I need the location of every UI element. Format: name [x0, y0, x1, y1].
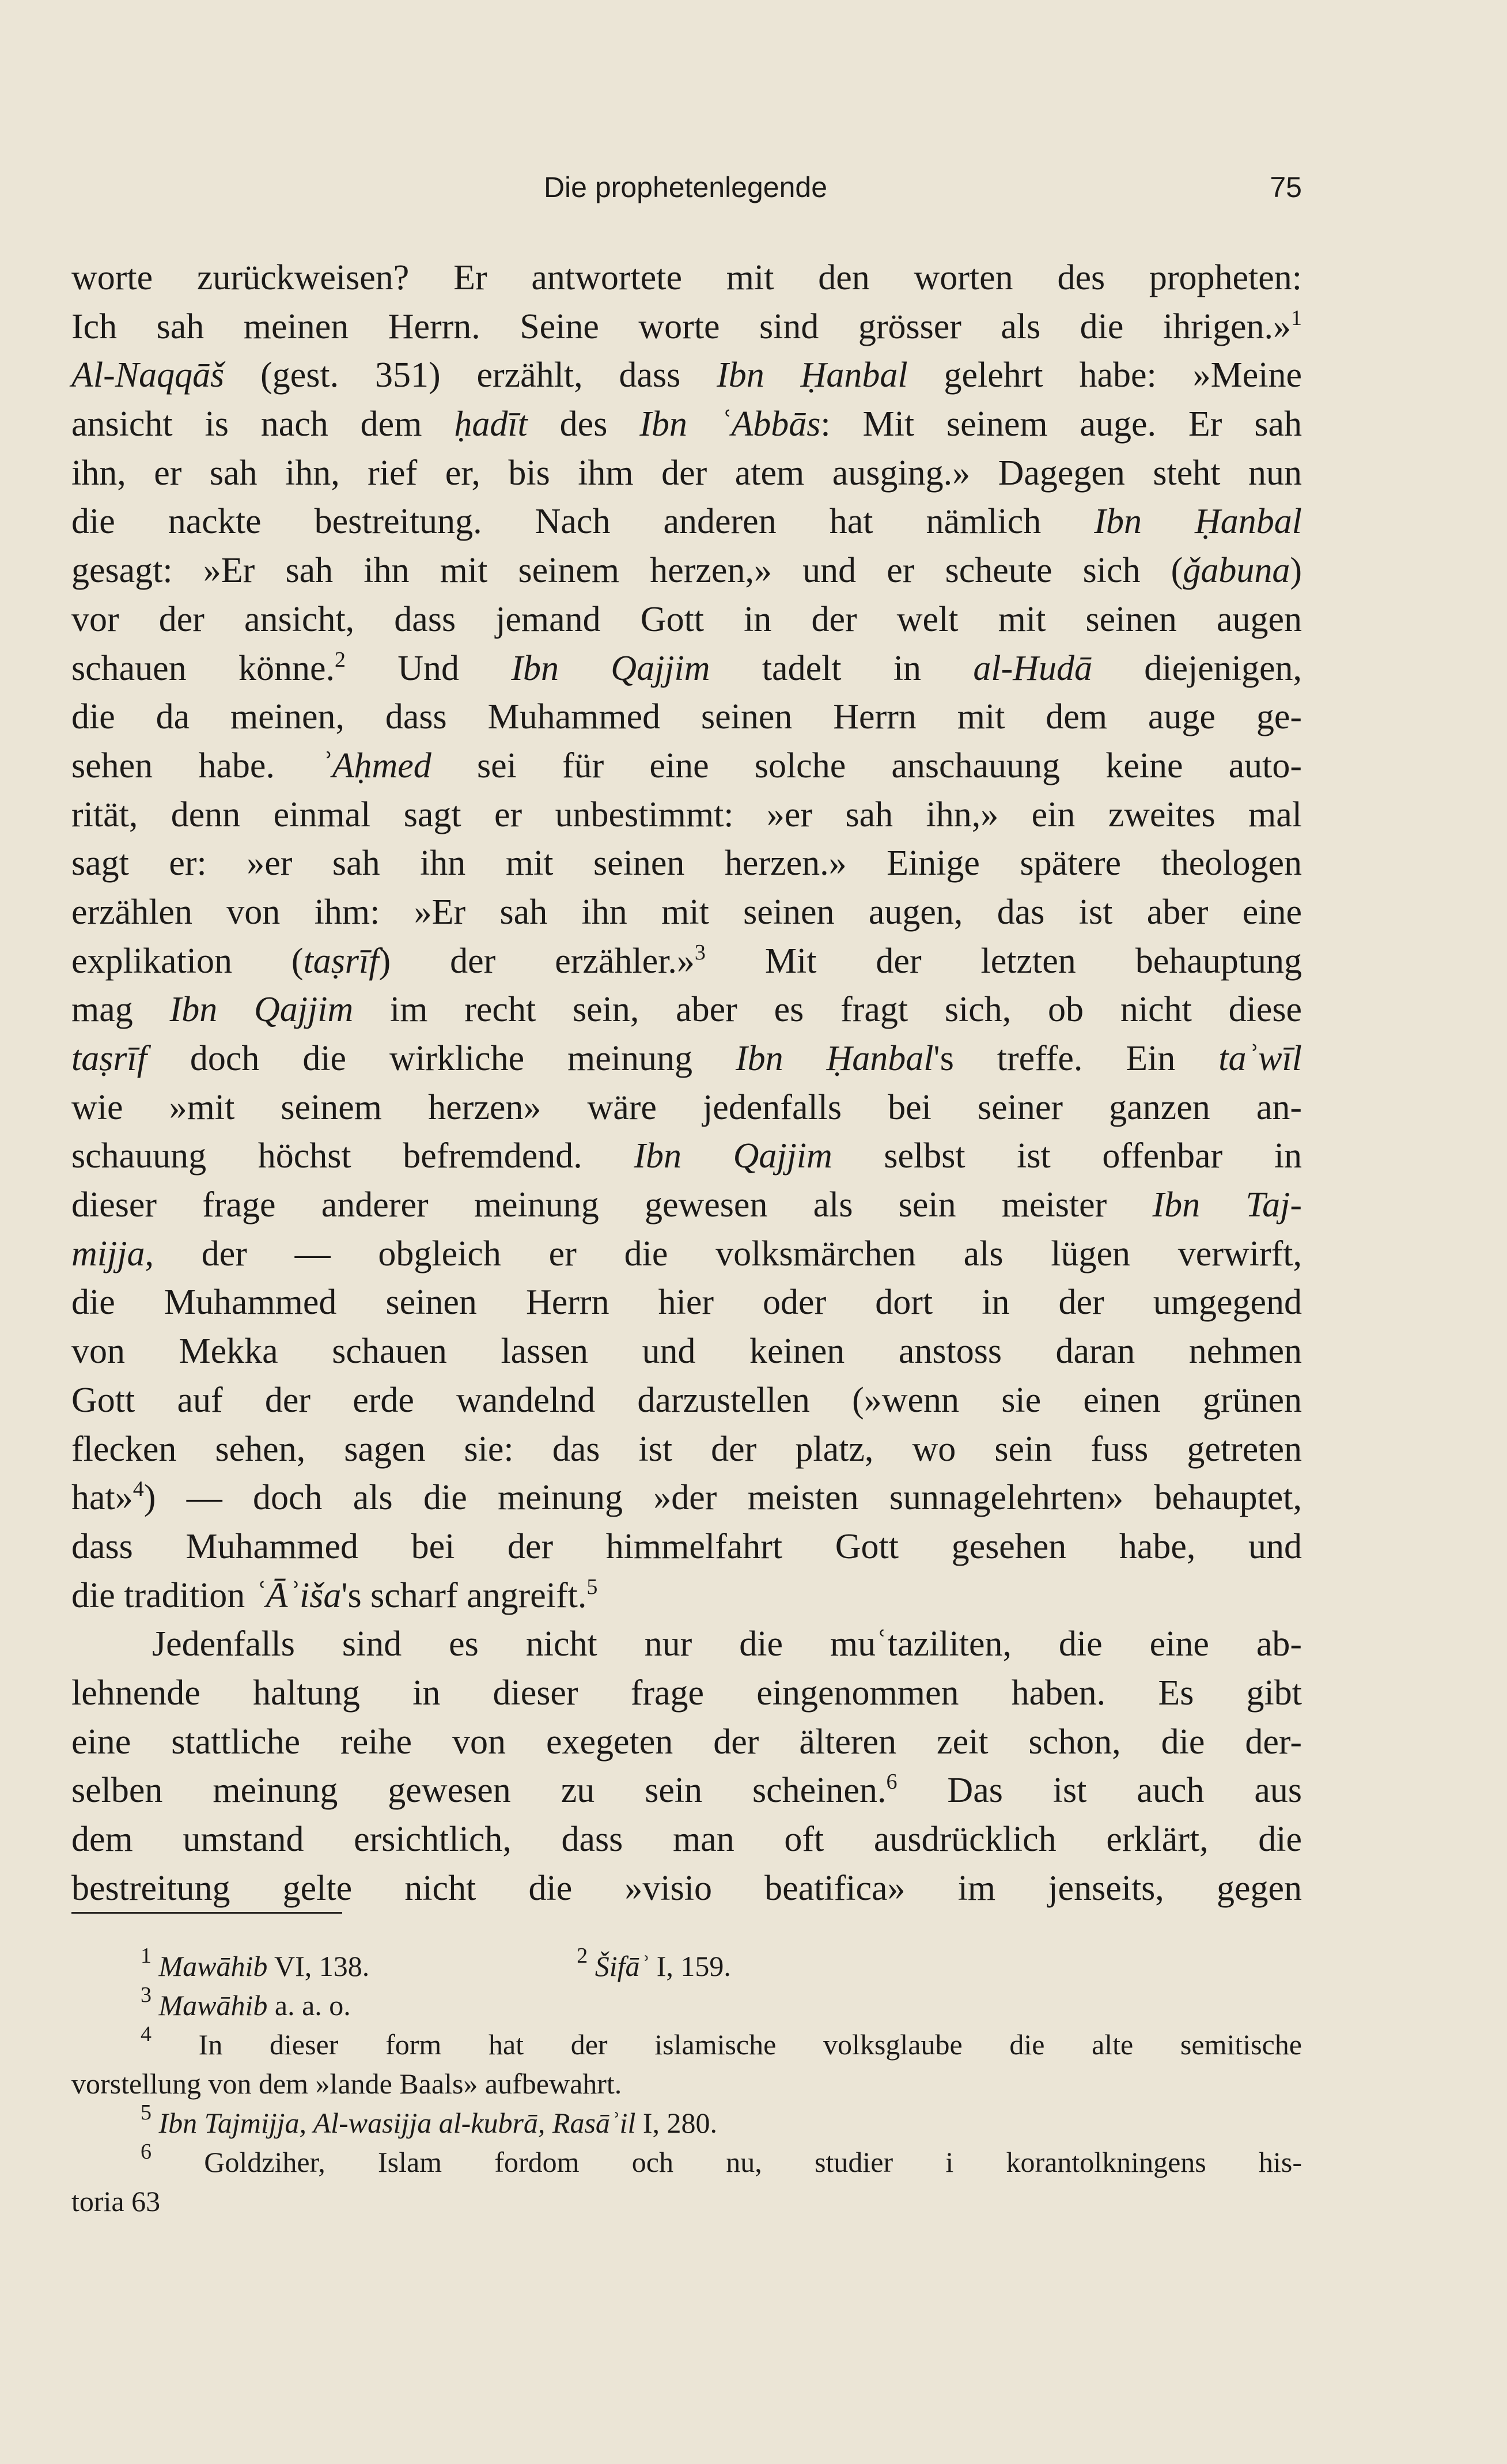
text-line: eine stattliche reihe von exegeten der älteren zeit schon, die der-	[71, 1722, 1302, 1762]
text-line: sagt er: »er sah ihn mit seinen herzen.» Einige spätere theologen	[71, 844, 1302, 883]
footnote-ref: 1	[1291, 305, 1302, 330]
text-line: bestreitung gelte nicht die »visio beatifica» im jenseits, gegen	[71, 1868, 1302, 1908]
author-name: Ibn Ḥanbal	[1094, 502, 1302, 542]
text-line: dass Muhammed bei der himmelfahrt Gott gesehen habe, und	[71, 1526, 1302, 1566]
author-name: Ibn Qajjim	[169, 990, 354, 1030]
author-name: Ibn ʿAbbās	[639, 405, 821, 444]
book-title: al-Hudā	[973, 648, 1092, 688]
author-name: Ibn Ḥanbal	[735, 1039, 934, 1078]
text-line: explikation (taṣrīf) der erzähler.»$^3$ Mit der letzten behauptung	[71, 940, 1302, 981]
page-number: 75	[1270, 171, 1302, 203]
footnote-ref: 6	[886, 1770, 898, 1794]
text-line: die Muhammed seinen Herrn hier oder dort in der umgegend	[71, 1283, 1302, 1322]
footnote-line: vorstellung von dem »lande Baals» aufbewahrt.	[71, 2068, 622, 2100]
footnote-mark: 2	[577, 1944, 588, 1968]
text-line: sehen habe. ʾAḥmed sei für eine solche anschauung keine auto-	[71, 746, 1302, 785]
footnote-mark: 4	[141, 2022, 152, 2047]
author-name: Ibn Qajjim	[634, 1136, 832, 1176]
footnote-ref: 2	[335, 647, 346, 672]
text-line: Gott auf der erde wandelnd darzustellen (»wenn sie einen grünen	[71, 1380, 1302, 1420]
text-line: von Mekka schauen lassen und keinen anstoss daran nehmen	[71, 1332, 1302, 1371]
text-line: lehnende haltung in dieser frage eingenommen haben. Es gibt	[71, 1673, 1302, 1713]
term: taṣrīf	[303, 941, 379, 981]
book-title: Ibn Tajmijja, Al-wasijja al-kubrā, Rasāʾil	[158, 2107, 636, 2139]
running-title: Die prophetenlegende	[543, 171, 828, 203]
main-text	[71, 254, 1302, 1913]
footnote-line: $^5$ Ibn Tajmijja, Al-wasijja al-kubrā, Rasāʾil I, 280.	[141, 2100, 717, 2139]
text-line: hat»$^4$) — doch als die meinung »der meisten sunnagelehrten» behauptet,	[71, 1477, 1302, 1518]
text-line: gesagt: »Er sah ihn mit seinem herzen,» und er scheute sich (ǧabuna)	[71, 551, 1302, 591]
text-line: wie »mit seinem herzen» wäre jedenfalls bei seiner ganzen an-	[71, 1087, 1302, 1127]
text-line: taṣrīf doch die wirkliche meinung Ibn Ḥanbal's treffe. Ein taʾwīl	[71, 1039, 1302, 1078]
author-name: ʾAḥmed	[320, 746, 431, 785]
text-line: die da meinen, dass Muhammed seinen Herrn mit dem auge ge-	[71, 697, 1302, 737]
text-line: die nackte bestreitung. Nach anderen hat nämlich Ibn Ḥanbal	[71, 502, 1302, 542]
text-line: ihn, er sah ihn, rief er, bis ihm der atem ausging.» Dagegen steht nun	[71, 453, 1302, 493]
footnote-mark: 3	[141, 1983, 152, 2008]
term: taʾwīl	[1218, 1039, 1302, 1078]
author-name: mijja	[71, 1234, 145, 1273]
footnote-mark: 6	[141, 2140, 152, 2164]
text-line: Jedenfalls sind es nicht nur die muʿtaziliten, die eine ab-	[152, 1624, 1302, 1664]
text-line: worte zurückweisen? Er antwortete mit den worten des propheten:	[71, 258, 1302, 297]
footnote-line: $^4$ In dieser form hat der islamische volksglaube die alte semitische	[141, 2022, 1302, 2061]
page-header	[69, 167, 1302, 207]
text-line: Al-Naqqāš (gest. 351) erzählt, dass Ibn Ḥanbal gelehrt habe: »Meine	[71, 356, 1302, 395]
author-name: ʿĀʾiša	[253, 1575, 342, 1615]
footnote-line: $^3$ Mawāhib a. a. o.	[141, 1983, 351, 2021]
text-line: flecken sehen, sagen sie: das ist der platz, wo sein fuss getreten	[71, 1429, 1302, 1469]
text-line: Ich sah meinen Herrn. Seine worte sind grösser als die ihrigen.»$^1$	[71, 305, 1302, 346]
text-line: rität, denn einmal sagt er unbestimmt: »er sah ihn,» ein zweites mal	[71, 795, 1302, 834]
footnote-line: $^6$ Goldziher, Islam fordom och nu, studier i korantolkningens his-	[141, 2140, 1302, 2178]
footnote-line: $^1$ Mawāhib VI, 138. $^2$ Šifāʾ I, 159.	[141, 1944, 731, 1982]
book-title: Mawāhib	[158, 1950, 268, 1982]
footnote-line: toria 63	[71, 2185, 161, 2217]
text-line: dieser frage anderer meinung gewesen als sein meister Ibn Taj-	[71, 1185, 1302, 1225]
text-line: erzählen von ihm: »Er sah ihn mit seinen augen, das ist aber eine	[71, 892, 1302, 932]
text-line: ansicht is nach dem ḥadīt des Ibn ʿAbbās: Mit seinem auge. Er sah	[71, 405, 1302, 444]
term: taṣrīf	[71, 1039, 147, 1078]
book-title: Mawāhib	[158, 1989, 268, 2021]
author-name: Al-Naqqāš	[71, 356, 225, 395]
text-line: die tradition ʿĀʾiša's scharf angreift.$^5$	[71, 1574, 598, 1615]
footnote-rule	[71, 1912, 342, 1914]
text-line: schauen könne.$^2$ Und Ibn Qajjim tadelt in al-Hudā diejenigen,	[71, 647, 1302, 688]
author-name: Ibn Ḥanbal	[717, 356, 908, 395]
text-line: mijja, der — obgleich er die volksmärchen als lügen verwirft,	[71, 1234, 1302, 1273]
footnote-mark: 1	[141, 1944, 152, 1968]
footnote-ref: 4	[132, 1477, 144, 1502]
author-name: Ibn Qajjim	[511, 648, 710, 688]
footnote-ref: 5	[586, 1574, 598, 1599]
text-line: dem umstand ersichtlich, dass man oft ausdrücklich erklärt, die	[71, 1820, 1302, 1859]
text-line: schauung höchst befremdend. Ibn Qajjim selbst ist offenbar in	[71, 1136, 1302, 1176]
footnote-ref: 3	[694, 940, 706, 965]
term: ǧabuna	[1183, 551, 1290, 591]
text-line: vor der ansicht, dass jemand Gott in der welt mit seinen augen	[71, 599, 1302, 639]
book-title: Šifāʾ	[595, 1950, 650, 1982]
footnote-mark: 5	[141, 2100, 152, 2125]
footnotes	[71, 1944, 1302, 2221]
text-line: mag Ibn Qajjim im recht sein, aber es fragt sich, ob nicht diese	[71, 990, 1302, 1030]
author-name: Ibn Taj-	[1152, 1185, 1302, 1225]
text-line: selben meinung gewesen zu sein scheinen.$^6$ Das ist auch aus	[71, 1770, 1302, 1811]
term: ḥadīt	[454, 405, 528, 444]
